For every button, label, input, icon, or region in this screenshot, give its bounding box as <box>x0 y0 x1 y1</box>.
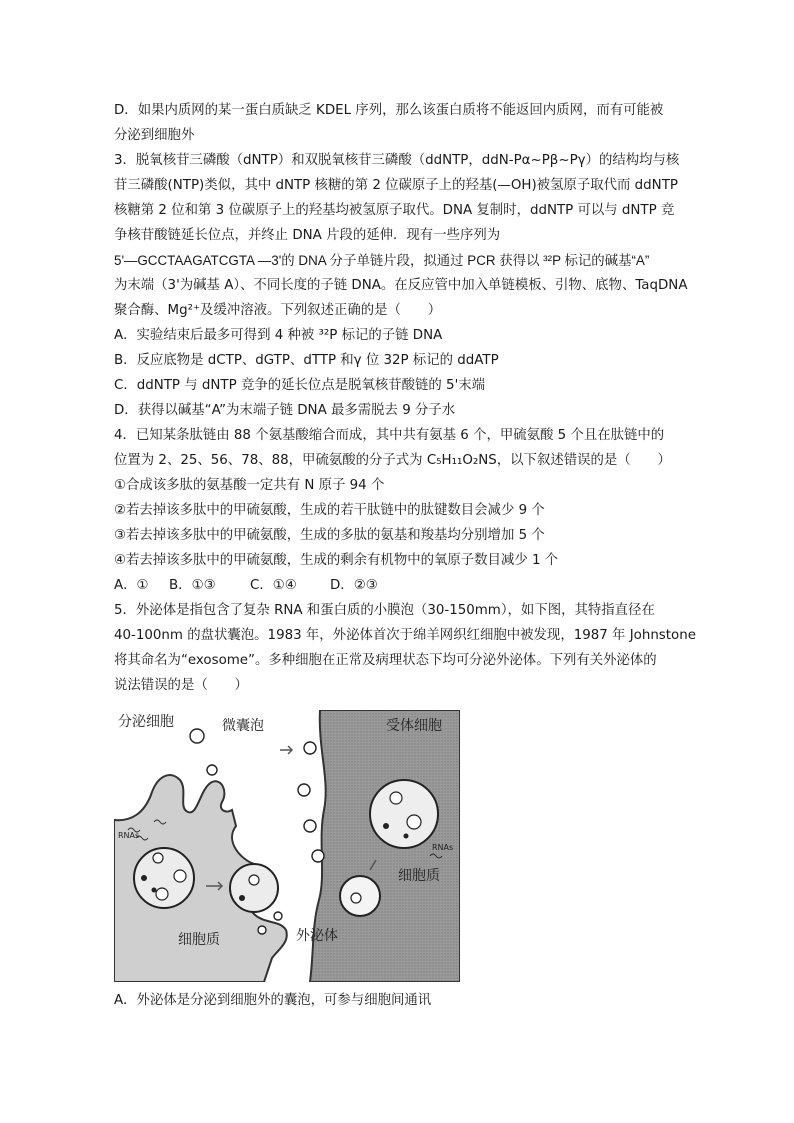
q5-option-a: A．外泌体是分泌到细胞外的囊泡，可参与细胞间通讯 <box>114 993 432 1008</box>
q3-stem-line2: 苷三磷酸(NTP)类似，其中 dNTP 核糖的第 2 位碳原子上的羟基(—OH)被氢原子取代而 ddNTP <box>114 178 678 193</box>
q5-stem-line3: 将其命名为“exosome”。多种细胞在正常及病理状态下均可分泌外泌体。下列有关外泌体的 <box>114 653 657 668</box>
label-secreting-cell: 分泌细胞 <box>118 714 174 730</box>
q4-choice-a: A．① <box>114 578 149 593</box>
label-microvesicle: 微囊泡 <box>222 718 264 734</box>
q4-statement-2: ②若去掉该多肽中的甲硫氨酸，生成的若干肽链中的肽键数目会减少 9 个 <box>114 503 545 518</box>
q4-choice-d: D．②③ <box>330 578 378 593</box>
q3-stem-line4: 争核苷酸链延长位点，并终止 DNA 片段的延伸．现有一些序列为 <box>114 228 501 243</box>
label-rnas-right: RNAs <box>432 843 454 852</box>
q4-choice-b: B．①③ <box>169 578 216 593</box>
q2-option-d-line1: D．如果内质网的某一蛋白质缺乏 KDEL 序列，那么该蛋白质将不能返回内质网，而有可能被 <box>114 103 664 118</box>
q3-option-c: C．ddNTP 与 dNTP 竞争的延长位点是脱氧核苷酸链的 5'末端 <box>114 378 486 393</box>
q4-stem-line1: 4．已知某条肽链由 88 个氨基酸缩合而成，其中共有氨基 6 个，甲硫氨酸 5 个且在肽链中的 <box>114 428 665 443</box>
q3-stem-line6: 为末端（3'为碱基 A）、不同长度的子链 DNA。在反应管中加入单链模板、引物、底物、TaqDNA <box>114 278 688 293</box>
q3-stem-line3: 核糖第 2 位和第 3 位碳原子上的羟基均被氢原子取代。DNA 复制时，ddNTP 可以与 dNTP 竞 <box>114 203 675 218</box>
label-cytoplasm-left: 细胞质 <box>178 932 220 948</box>
q5-stem-line2: 40-100nm 的盘状囊泡。1983 年，外泌体首次于绵羊网织红细胞中被发现，1987 年 Johnstone <box>114 628 696 643</box>
q3-option-a: A．实验结束后最多可得到 4 种被 ³²P 标记的子链 DNA <box>114 328 443 343</box>
mvb-fusing <box>230 864 278 912</box>
exosome-diagram-svg <box>114 710 460 982</box>
q3-stem-line7: 聚合酶、Mg²⁺及缓冲溶液。下列叙述正确的是（ ） <box>114 303 442 318</box>
q4-statement-4: ④若去掉该多肽中的甲硫氨酸，生成的剩余有机物中的氧原子数目减少 1 个 <box>114 553 559 568</box>
mvb-right <box>370 780 438 848</box>
q5-stem-line4: 说法错误的是（ ） <box>114 678 248 693</box>
label-rnas-left: RNAs <box>118 831 140 840</box>
q3-stem-line1: 3．脱氧核苷三磷酸（dNTP）和双脱氧核苷三磷酸（ddNTP，ddN-Pα~Pβ~Pγ）的结构均与核 <box>114 153 680 168</box>
q4-statement-1: ①合成该多肽的氨基酸一定共有 N 原子 94 个 <box>114 478 385 493</box>
label-cytoplasm-right: 细胞质 <box>398 868 440 884</box>
q4-choice-c: C．①④ <box>250 578 297 593</box>
q4-choices <box>114 577 378 595</box>
q3-option-b: B．反应底物是 dCTP、dGTP、dTTP 和γ 位 32P 标记的 ddATP <box>114 353 499 368</box>
exosome-diagram <box>114 710 460 982</box>
label-exosome: 外泌体 <box>296 928 338 944</box>
q2-option-d-line2: 分泌到细胞外 <box>114 128 195 143</box>
label-receptor-cell: 受体细胞 <box>386 718 442 734</box>
q4-stem-line2: 位置为 2、25、56、78、88，甲硫氨酸的分子式为 C₅H₁₁O₂NS，以下叙述错误的是（ ） <box>114 453 671 468</box>
q3-option-d: D．获得以碱基“A”为末端子链 DNA 最多需脱去 9 分子水 <box>114 403 456 418</box>
q3-stem-line5: 5'—GCCTAAGATCGTA —3'的 DNA 分子单链片段，拟通过 PCR 获得以 ³²P 标记的碱基“A” <box>114 253 650 268</box>
q4-statement-3: ③若去掉该多肽中的甲硫氨酸，生成的多肽的氨基和羧基均分别增加 5 个 <box>114 528 545 543</box>
q5-stem-line1: 5．外泌体是指包含了复杂 RNA 和蛋白质的小膜泡（30-150mm），如下图，其特指直径在 <box>114 603 655 618</box>
